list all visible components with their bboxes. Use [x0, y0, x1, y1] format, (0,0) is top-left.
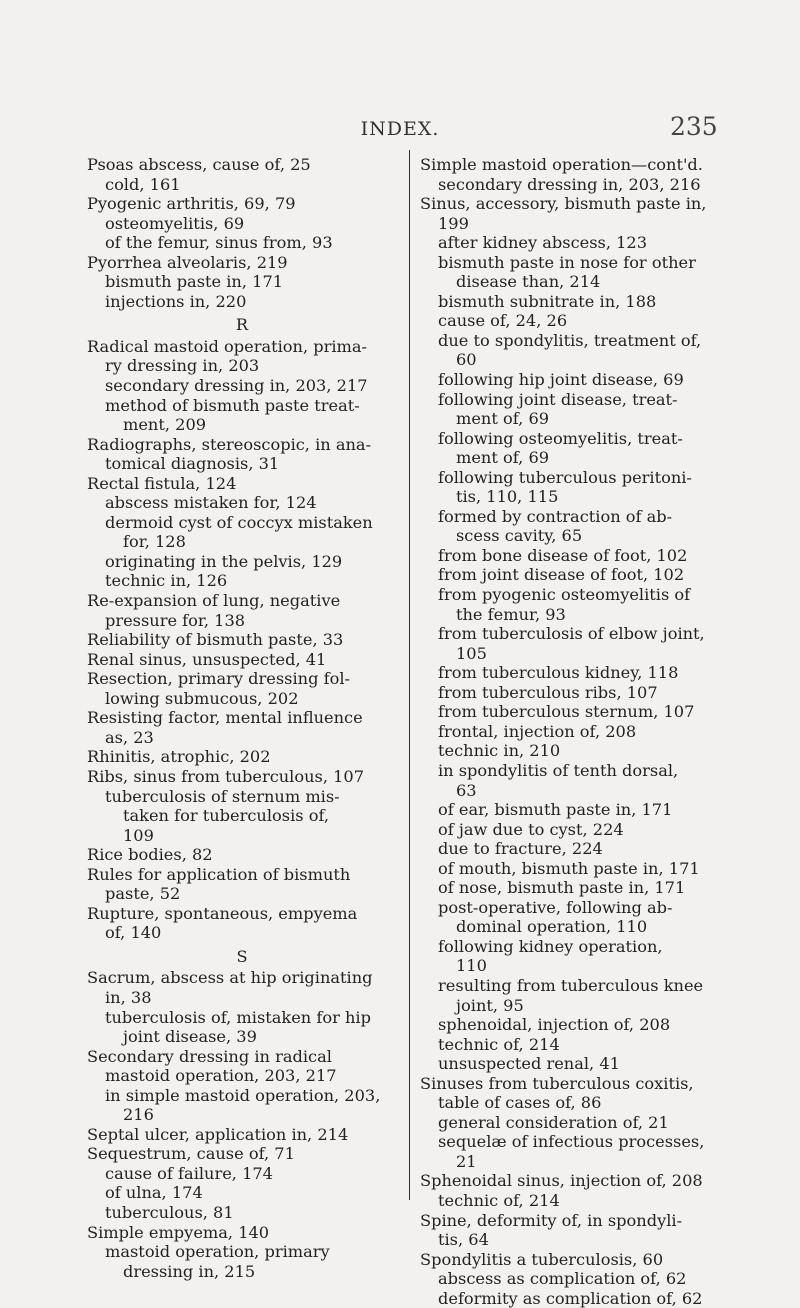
entry-line: the femur, 93 — [456, 604, 566, 624]
index-entry — [87, 968, 397, 1007]
entry-line: Pyogenic arthritis, 69, 79 — [87, 194, 296, 214]
index-entry — [87, 1223, 397, 1243]
index-subentry — [420, 702, 730, 722]
entry-line: Secondary dressing in radical — [87, 1046, 332, 1066]
index-subentry — [420, 878, 730, 898]
entry-line: from tuberculous sternum, 107 — [438, 702, 695, 722]
entry-line: from bone disease of foot, 102 — [438, 545, 688, 565]
index-subentry — [87, 214, 397, 234]
index-subentry — [420, 1035, 730, 1055]
entry-line: bismuth subnitrate in, 188 — [438, 291, 657, 311]
entry-line: from joint disease of foot, 102 — [438, 565, 685, 585]
entry-line: tuberculous, 81 — [105, 1202, 234, 1222]
index-subentry — [87, 571, 397, 591]
index-entry — [87, 474, 397, 494]
entry-line: of ear, bismuth paste in, 171 — [438, 800, 673, 820]
entry-line: ment, 209 — [123, 415, 207, 435]
entry-line: 63 — [456, 780, 477, 800]
index-entry — [87, 155, 397, 175]
index-entry — [87, 435, 397, 474]
entry-line: Sphenoidal sinus, injection of, 208 — [420, 1171, 703, 1191]
index-entry — [87, 650, 397, 670]
index-subentry — [87, 787, 397, 846]
index-column-right — [420, 155, 730, 1308]
entry-line: from pyogenic osteomyelitis of — [438, 585, 691, 605]
index-column-left — [87, 155, 397, 1281]
entry-line: mastoid operation, 203, 217 — [105, 1066, 337, 1086]
entry-line: cold, 161 — [105, 174, 181, 194]
entry-line: of the femur, sinus from, 93 — [105, 233, 333, 253]
entry-line: abscess mistaken for, 124 — [105, 493, 317, 513]
index-subentry — [420, 331, 730, 370]
index-subentry — [420, 741, 730, 761]
index-subentry — [87, 1242, 397, 1281]
entry-line: 60 — [456, 350, 477, 370]
entry-line: following kidney operation, — [438, 936, 663, 956]
index-subentry — [87, 1086, 397, 1125]
index-subentry — [420, 390, 730, 429]
index-subentry — [420, 546, 730, 566]
entry-line: tuberculosis of, mistaken for hip — [105, 1007, 371, 1027]
entry-line: Simple mastoid operation—cont'd. — [420, 155, 703, 174]
entry-line: lowing submucous, 202 — [105, 688, 299, 708]
entry-line: 109 — [123, 825, 154, 845]
entry-line: Rules for application of bismuth — [87, 864, 351, 884]
entry-line: scess cavity, 65 — [456, 526, 583, 546]
entry-line: Rectal fistula, 124 — [87, 473, 237, 493]
index-entry — [420, 1211, 730, 1250]
index-subentry — [87, 1183, 397, 1203]
entry-line: dressing in, 215 — [123, 1261, 256, 1281]
column-divider — [409, 150, 410, 1200]
entry-line: ment of, 69 — [456, 448, 550, 468]
index-entry — [420, 155, 730, 194]
entry-line: cause of failure, 174 — [105, 1163, 273, 1183]
entry-line: following tuberculous peritoni- — [438, 467, 692, 487]
index-subentry — [420, 507, 730, 546]
index-subentry — [420, 976, 730, 1015]
entry-line: Rice bodies, 82 — [87, 845, 213, 865]
entry-line: cause of, 24, 26 — [438, 311, 568, 331]
entry-line: formed by contraction of ab- — [438, 506, 673, 526]
entry-line: for, 128 — [123, 532, 186, 552]
entry-line: Sequestrum, cause of, 71 — [87, 1144, 295, 1164]
index-subentry — [420, 1015, 730, 1035]
index-subentry — [87, 376, 397, 396]
entry-line: injections in, 220 — [105, 291, 247, 311]
entry-line: joint, 95 — [456, 995, 524, 1015]
entry-line: 21 — [456, 1151, 477, 1171]
entry-line: bismuth paste in, 171 — [105, 272, 284, 292]
entry-line: Radical mastoid operation, prima- — [87, 336, 368, 356]
index-subentry — [87, 396, 397, 435]
entry-line: due to fracture, 224 — [438, 839, 603, 859]
entry-line: 110 — [456, 956, 487, 976]
entry-line: general consideration of, 21 — [438, 1112, 669, 1132]
index-subentry — [420, 722, 730, 742]
entry-line: from tuberculosis of elbow joint, — [438, 624, 705, 644]
entry-line: following osteomyelitis, treat- — [438, 428, 683, 448]
entry-line: as, 23 — [105, 727, 154, 747]
entry-line: of jaw due to cyst, 224 — [438, 819, 624, 839]
entry-line: 105 — [456, 643, 487, 663]
entry-line: technic of, 214 — [438, 1034, 560, 1054]
entry-line: dermoid cyst of coccyx mistaken — [105, 512, 373, 532]
index-entry — [87, 845, 397, 865]
index-entry — [87, 194, 397, 214]
index-entry — [87, 904, 397, 943]
index-subentry — [420, 370, 730, 390]
entry-line: Sinuses from tuberculous coxitis, — [420, 1073, 694, 1093]
index-subentry — [420, 585, 730, 624]
entry-line: Ribs, sinus from tuberculous, 107 — [87, 766, 365, 786]
entry-line: sphenoidal, injection of, 208 — [438, 1015, 671, 1035]
index-subentry — [420, 937, 730, 976]
entry-line: ry dressing in, 203 — [105, 356, 260, 376]
entry-line: mastoid operation, primary — [105, 1242, 330, 1262]
entry-line: post-operative, following ab- — [438, 897, 673, 917]
entry-line: disease than, 214 — [456, 272, 601, 292]
index-subentry — [87, 493, 397, 513]
index-subentry — [420, 859, 730, 879]
entry-line: frontal, injection of, 208 — [438, 721, 637, 741]
entry-line: technic in, 210 — [438, 741, 561, 761]
index-subentry — [420, 311, 730, 331]
page-number: 235 — [670, 112, 718, 141]
entry-line: following joint disease, treat- — [438, 389, 678, 409]
entry-line: Rhinitis, atrophic, 202 — [87, 747, 271, 767]
index-subentry — [420, 820, 730, 840]
entry-line: Reliability of bismuth paste, 33 — [87, 630, 344, 650]
index-subentry — [87, 233, 397, 253]
index-subentry — [420, 1054, 730, 1074]
index-entry — [87, 865, 397, 904]
entry-line: 216 — [123, 1105, 154, 1125]
index-subentry — [87, 175, 397, 195]
index-subentry — [420, 683, 730, 703]
entry-line: tuberculosis of sternum mis- — [105, 786, 340, 806]
index-subentry — [420, 898, 730, 937]
index-subentry — [87, 513, 397, 552]
index-subentry — [87, 1203, 397, 1223]
index-entry — [420, 1171, 730, 1191]
entry-line: following hip joint disease, 69 — [438, 370, 684, 390]
index-entry — [87, 669, 397, 708]
entry-line: tis, 110, 115 — [456, 487, 559, 507]
entry-line: secondary dressing in, 203, 217 — [105, 376, 368, 396]
index-subentry — [87, 292, 397, 312]
entry-line: from tuberculous kidney, 118 — [438, 663, 679, 683]
index-subentry — [420, 1132, 730, 1171]
index-entry — [87, 253, 397, 273]
entry-line: resulting from tuberculous knee — [438, 975, 704, 995]
index-entry — [420, 1250, 730, 1270]
entry-line: of, 140 — [105, 923, 162, 943]
entry-line: deformity as complication of, 62 — [438, 1288, 703, 1308]
index-subentry — [420, 624, 730, 663]
index-subentry — [420, 761, 730, 800]
index-subentry — [420, 839, 730, 859]
entry-line: paste, 52 — [105, 884, 181, 904]
index-subentry — [420, 565, 730, 585]
entry-line: tis, 64 — [438, 1230, 489, 1250]
entry-line: Pyorrhea alveolaris, 219 — [87, 252, 288, 272]
entry-line: due to spondylitis, treatment of, — [438, 330, 702, 350]
entry-line: secondary dressing in, 203, 216 — [438, 174, 701, 194]
index-subentry — [87, 272, 397, 292]
section-letter: S — [236, 946, 248, 966]
entry-line: Spine, deformity of, in spondyli- — [420, 1210, 683, 1230]
index-entry — [87, 1047, 397, 1086]
entry-line: in spondylitis of tenth dorsal, — [438, 760, 679, 780]
entry-line: of mouth, bismuth paste in, 171 — [438, 858, 700, 878]
entry-line: Simple empyema, 140 — [87, 1222, 270, 1242]
index-entry — [87, 337, 397, 376]
entry-line: Psoas abscess, cause of, 25 — [87, 155, 311, 174]
entry-line: taken for tuberculosis of, — [123, 806, 330, 826]
index-subentry — [87, 1164, 397, 1184]
index-entry — [87, 630, 397, 650]
entry-line: in simple mastoid operation, 203, — [105, 1085, 381, 1105]
index-subentry — [420, 1289, 730, 1308]
entry-line: Re-expansion of lung, negative — [87, 591, 341, 611]
entry-line: 199 — [438, 213, 469, 233]
index-entry — [87, 708, 397, 747]
index-entry — [87, 591, 397, 630]
entry-line: dominal operation, 110 — [456, 917, 648, 937]
entry-line: technic of, 214 — [438, 1190, 560, 1210]
entry-line: Sinus, accessory, bismuth paste in, — [420, 194, 707, 214]
index-entry — [87, 1144, 397, 1164]
entry-line: Spondylitis a tuberculosis, 60 — [420, 1249, 664, 1269]
entry-line: sequelæ of infectious processes, — [438, 1132, 705, 1152]
index-subentry — [87, 1008, 397, 1047]
entry-line: abscess as complication of, 62 — [438, 1269, 687, 1289]
index-entry — [87, 1125, 397, 1145]
index-entry — [87, 767, 397, 787]
entry-line: Resection, primary dressing fol- — [87, 669, 350, 689]
entry-line: pressure for, 138 — [105, 610, 246, 630]
section-letter: R — [235, 315, 249, 335]
entry-line: after kidney abscess, 123 — [438, 233, 648, 253]
index-subentry — [420, 253, 730, 292]
entry-line: Resisting factor, mental influence — [87, 708, 363, 728]
index-entry — [87, 747, 397, 767]
entry-line: joint disease, 39 — [123, 1027, 257, 1047]
entry-line: Rupture, spontaneous, empyema — [87, 903, 358, 923]
index-subentry — [420, 233, 730, 253]
entry-line: osteomyelitis, 69 — [105, 213, 245, 233]
entry-line: bismuth paste in nose for other — [438, 252, 696, 272]
running-header-title: INDEX. — [360, 118, 440, 140]
index-entry — [420, 1074, 730, 1113]
entry-line: technic in, 126 — [105, 571, 228, 591]
entry-line: method of bismuth paste treat- — [105, 395, 360, 415]
entry-line: in, 38 — [105, 987, 152, 1007]
entry-line: Renal sinus, unsuspected, 41 — [87, 649, 327, 669]
entry-line: tomical diagnosis, 31 — [105, 454, 280, 474]
entry-line: Radiographs, stereoscopic, in ana- — [87, 434, 372, 454]
index-subentry — [420, 800, 730, 820]
index-subentry — [420, 468, 730, 507]
index-subentry — [420, 1113, 730, 1133]
index-subentry — [420, 429, 730, 468]
index-subentry — [87, 552, 397, 572]
entry-line: unsuspected renal, 41 — [438, 1054, 620, 1074]
entry-line: table of cases of, 86 — [438, 1093, 602, 1113]
entry-line: ment of, 69 — [456, 409, 550, 429]
index-subentry — [420, 663, 730, 683]
entry-line: of nose, bismuth paste in, 171 — [438, 878, 686, 898]
index-subentry — [420, 1269, 730, 1289]
entry-line: from tuberculous ribs, 107 — [438, 682, 658, 702]
entry-line: Sacrum, abscess at hip originating — [87, 968, 373, 988]
index-entry — [420, 194, 730, 233]
index-subentry — [420, 1191, 730, 1211]
index-subentry — [420, 292, 730, 312]
entry-line: of ulna, 174 — [105, 1183, 203, 1203]
entry-line: originating in the pelvis, 129 — [105, 551, 343, 571]
entry-line: Septal ulcer, application in, 214 — [87, 1124, 349, 1144]
